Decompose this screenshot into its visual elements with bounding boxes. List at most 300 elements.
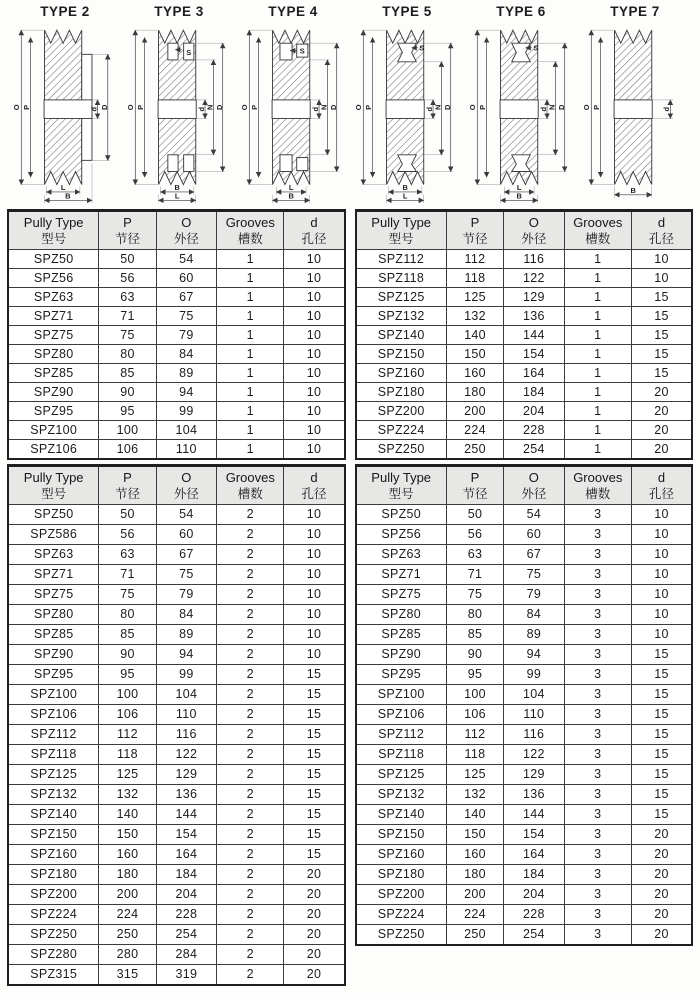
cell-grooves: 3 <box>564 805 631 825</box>
header-cell <box>284 211 345 250</box>
cell-grooves: 1 <box>564 345 631 364</box>
header-label-en: d <box>310 470 318 485</box>
cell-outer-diameter: 104 <box>156 421 217 440</box>
table-row <box>356 725 693 745</box>
cell-grooves: 1 <box>217 269 284 288</box>
header-label-zh: 节径 <box>462 232 488 246</box>
cell-bore-diameter: 20 <box>631 885 692 905</box>
cell-outer-diameter: 104 <box>156 685 217 705</box>
cell-grooves: 2 <box>217 905 284 925</box>
diagram-title: TYPE 4 <box>268 4 318 19</box>
cell-bore-diameter: 15 <box>631 645 692 665</box>
pulley-cross-section-drawing <box>581 19 689 205</box>
dim-label-s: S <box>186 47 192 57</box>
cell-outer-diameter: 54 <box>156 505 217 525</box>
cell-pulley-type: SPZ112 <box>356 725 447 745</box>
cell-pitch-diameter: 200 <box>446 885 503 905</box>
cell-grooves: 2 <box>217 845 284 865</box>
header-label-en: O <box>181 215 192 230</box>
cell-pulley-type: SPZ150 <box>356 345 447 364</box>
cell-outer-diameter: 129 <box>504 765 565 785</box>
cell-pitch-diameter: 50 <box>99 505 156 525</box>
cell-outer-diameter: 129 <box>504 288 565 307</box>
cell-outer-diameter: 60 <box>156 525 217 545</box>
spz-table-1groove-a <box>7 209 346 460</box>
cell-pulley-type: SPZ85 <box>8 625 99 645</box>
cell-pitch-diameter: 132 <box>446 307 503 326</box>
cell-bore-diameter: 20 <box>284 905 345 925</box>
dim-label-o: O <box>239 104 249 111</box>
header-cell <box>446 466 503 505</box>
tables-row-1-groove <box>7 209 693 460</box>
cell-pitch-diameter: 118 <box>446 745 503 765</box>
header-label-en: d <box>310 215 318 230</box>
header-label-en: P <box>470 470 480 485</box>
cell-outer-diameter: 79 <box>504 585 565 605</box>
cell-bore-diameter: 15 <box>631 288 692 307</box>
table-header <box>8 211 345 250</box>
cell-outer-diameter: 228 <box>504 421 565 440</box>
cell-outer-diameter: 54 <box>156 250 217 269</box>
header-label-zh: 外径 <box>521 487 547 501</box>
table-row <box>8 705 345 725</box>
table-row <box>8 745 345 765</box>
cell-grooves: 3 <box>564 545 631 565</box>
cell-bore-diameter: 20 <box>284 945 345 965</box>
cell-pitch-diameter: 80 <box>446 605 503 625</box>
dim-label-p: P <box>592 104 602 110</box>
cell-pitch-diameter: 95 <box>99 665 156 685</box>
table-row <box>8 402 345 421</box>
cell-outer-diameter: 116 <box>504 250 565 269</box>
cell-grooves: 1 <box>217 326 284 345</box>
cell-pulley-type: SPZ586 <box>8 525 99 545</box>
header-cell <box>504 211 565 250</box>
cell-pulley-type: SPZ50 <box>8 250 99 269</box>
cell-outer-diameter: 116 <box>156 725 217 745</box>
cell-bore-diameter: 10 <box>284 525 345 545</box>
cell-pulley-type: SPZ56 <box>8 269 99 288</box>
cell-grooves: 1 <box>564 269 631 288</box>
dim-label-d: d <box>661 106 671 112</box>
dim-label-l: L <box>174 191 180 201</box>
cell-pulley-type: SPZ106 <box>8 705 99 725</box>
table-row <box>356 307 693 326</box>
diagram-type-3 <box>123 4 235 205</box>
cell-bore-diameter: 20 <box>284 885 345 905</box>
cell-pulley-type: SPZ90 <box>8 645 99 665</box>
cell-pitch-diameter: 125 <box>446 288 503 307</box>
spec-table <box>355 464 694 946</box>
cell-pitch-diameter: 80 <box>99 605 156 625</box>
header-label-en: P <box>123 215 132 230</box>
cell-bore-diameter: 15 <box>284 765 345 785</box>
cell-pitch-diameter: 56 <box>99 525 156 545</box>
cell-grooves: 2 <box>217 645 284 665</box>
header-label-en: P <box>123 470 132 485</box>
cell-grooves: 1 <box>564 250 631 269</box>
dim-label-l: L <box>516 183 522 193</box>
cell-grooves: 2 <box>217 525 284 545</box>
cell-grooves: 1 <box>217 402 284 421</box>
dim-label-b: B <box>65 191 71 201</box>
cell-pitch-diameter: 100 <box>446 685 503 705</box>
cell-bore-diameter: 15 <box>284 785 345 805</box>
cell-outer-diameter: 204 <box>504 402 565 421</box>
header-label-zh: 型号 <box>388 487 414 501</box>
cell-pulley-type: SPZ56 <box>356 525 447 545</box>
cell-grooves: 2 <box>217 705 284 725</box>
cell-grooves: 3 <box>564 685 631 705</box>
diagram-title: TYPE 5 <box>382 4 432 19</box>
header-cell <box>631 211 692 250</box>
cell-pulley-type: SPZ118 <box>356 745 447 765</box>
cell-pitch-diameter: 118 <box>99 745 156 765</box>
dim-label-b: B <box>288 191 294 201</box>
cell-outer-diameter: 89 <box>504 625 565 645</box>
header-label-zh: 孔径 <box>301 487 327 501</box>
cell-pitch-diameter: 250 <box>446 925 503 946</box>
header-label-en: P <box>470 215 480 230</box>
cell-pitch-diameter: 200 <box>99 885 156 905</box>
cell-pitch-diameter: 150 <box>446 825 503 845</box>
cell-pitch-diameter: 90 <box>446 645 503 665</box>
cell-bore-diameter: 10 <box>284 440 345 460</box>
table-row <box>8 440 345 460</box>
cell-grooves: 2 <box>217 925 284 945</box>
cell-pitch-diameter: 50 <box>99 250 156 269</box>
dim-label-n: N <box>205 104 215 111</box>
cell-grooves: 1 <box>217 345 284 364</box>
dim-label-dd: D <box>442 104 452 111</box>
cell-grooves: 2 <box>217 945 284 965</box>
cell-outer-diameter: 99 <box>504 665 565 685</box>
cell-grooves: 3 <box>564 745 631 765</box>
pulley-cross-section-drawing <box>239 19 347 205</box>
cell-pulley-type: SPZ106 <box>8 440 99 460</box>
cell-pulley-type: SPZ250 <box>356 925 447 946</box>
table-row <box>8 845 345 865</box>
pulley-cross-section-drawing <box>125 19 233 205</box>
dim-label-n: N <box>319 104 329 111</box>
cell-outer-diameter: 129 <box>156 765 217 785</box>
header-label-zh: 节径 <box>114 487 140 501</box>
spz-table-3groove <box>355 464 694 946</box>
cell-pitch-diameter: 106 <box>99 705 156 725</box>
diagram-title: TYPE 2 <box>40 4 90 19</box>
table-body <box>8 250 345 460</box>
cell-pitch-diameter: 85 <box>446 625 503 645</box>
header-label-en: Pully Type <box>23 215 84 230</box>
cell-pitch-diameter: 140 <box>99 805 156 825</box>
cell-bore-diameter: 20 <box>631 905 692 925</box>
cell-pitch-diameter: 112 <box>446 250 503 269</box>
cell-bore-diameter: 10 <box>284 605 345 625</box>
spec-table <box>355 209 694 460</box>
cell-pulley-type: SPZ100 <box>8 421 99 440</box>
table-row <box>356 421 693 440</box>
table-row <box>356 585 693 605</box>
cell-pitch-diameter: 106 <box>446 705 503 725</box>
table-row <box>8 364 345 383</box>
dim-label-dd: D <box>99 104 109 111</box>
cell-bore-diameter: 15 <box>631 745 692 765</box>
cell-pulley-type: SPZ80 <box>8 345 99 364</box>
table-header <box>356 466 693 505</box>
cell-bore-diameter: 10 <box>631 505 692 525</box>
cell-grooves: 2 <box>217 505 284 525</box>
dim-label-p: P <box>250 104 260 110</box>
diagram-type-4 <box>237 4 349 205</box>
cell-pitch-diameter: 71 <box>99 565 156 585</box>
cell-pitch-diameter: 160 <box>446 364 503 383</box>
cell-pulley-type: SPZ112 <box>356 250 447 269</box>
cell-grooves: 2 <box>217 725 284 745</box>
cell-grooves: 3 <box>564 585 631 605</box>
cell-pulley-type: SPZ140 <box>356 805 447 825</box>
cell-bore-diameter: 15 <box>631 785 692 805</box>
cell-grooves: 2 <box>217 745 284 765</box>
cell-pitch-diameter: 140 <box>446 805 503 825</box>
table-row <box>8 505 345 525</box>
table-row <box>8 383 345 402</box>
spz-table-1groove-b <box>355 209 694 460</box>
cell-bore-diameter: 15 <box>284 845 345 865</box>
cell-pulley-type: SPZ100 <box>8 685 99 705</box>
cell-outer-diameter: 94 <box>156 383 217 402</box>
dim-label-l: L <box>402 191 408 201</box>
cell-outer-diameter: 84 <box>504 605 565 625</box>
cell-bore-diameter: 20 <box>631 440 692 460</box>
dim-label-d: d <box>425 106 435 112</box>
header-label-en: d <box>657 215 666 230</box>
header-cell <box>156 211 217 250</box>
cell-bore-diameter: 10 <box>631 250 692 269</box>
cell-pulley-type: SPZ224 <box>356 421 447 440</box>
table-row <box>356 525 693 545</box>
cell-grooves: 1 <box>564 326 631 345</box>
cell-bore-diameter: 10 <box>284 383 345 402</box>
cell-outer-diameter: 284 <box>156 945 217 965</box>
cell-pulley-type: SPZ160 <box>8 845 99 865</box>
cell-grooves: 3 <box>564 645 631 665</box>
cell-outer-diameter: 144 <box>504 326 565 345</box>
cell-grooves: 3 <box>564 845 631 865</box>
cell-outer-diameter: 228 <box>156 905 217 925</box>
dim-label-b: B <box>402 183 408 193</box>
dim-label-d: d <box>89 106 99 112</box>
cell-outer-diameter: 144 <box>504 805 565 825</box>
dim-label-o: O <box>581 104 591 111</box>
table-row <box>8 525 345 545</box>
dim-label-s: S <box>533 43 539 53</box>
table-row <box>356 785 693 805</box>
cell-pulley-type: SPZ180 <box>356 383 447 402</box>
table-row <box>356 665 693 685</box>
cell-pulley-type: SPZ125 <box>356 765 447 785</box>
cell-pulley-type: SPZ160 <box>356 845 447 865</box>
table-row <box>356 825 693 845</box>
table-row <box>8 625 345 645</box>
table-row <box>356 845 693 865</box>
dim-label-s: S <box>419 43 425 53</box>
table-row <box>356 625 693 645</box>
cell-pulley-type: SPZ112 <box>8 725 99 745</box>
cell-grooves: 2 <box>217 865 284 885</box>
cell-pulley-type: SPZ106 <box>356 705 447 725</box>
cell-grooves: 1 <box>217 421 284 440</box>
table-row <box>8 288 345 307</box>
cell-pitch-diameter: 200 <box>446 402 503 421</box>
dim-label-n: N <box>547 104 557 111</box>
pulley-cross-section-drawing <box>353 19 461 205</box>
dim-label-b: B <box>516 191 522 201</box>
cell-bore-diameter: 20 <box>631 402 692 421</box>
dim-label-b: B <box>174 183 180 193</box>
table-body <box>356 250 693 460</box>
cell-grooves: 2 <box>217 585 284 605</box>
cell-grooves: 1 <box>564 383 631 402</box>
cell-pulley-type: SPZ125 <box>356 288 447 307</box>
header-label-zh: 孔径 <box>648 487 674 501</box>
cell-grooves: 3 <box>564 765 631 785</box>
cell-bore-diameter: 20 <box>631 845 692 865</box>
cell-outer-diameter: 84 <box>156 345 217 364</box>
cell-outer-diameter: 110 <box>156 440 217 460</box>
cell-bore-diameter: 10 <box>284 307 345 326</box>
dim-label-dd: D <box>214 104 224 111</box>
cell-bore-diameter: 10 <box>631 625 692 645</box>
header-label-zh: 槽数 <box>237 487 263 501</box>
header-cell <box>284 466 345 505</box>
table-header <box>8 466 345 505</box>
cell-pitch-diameter: 56 <box>446 525 503 545</box>
table-row <box>8 805 345 825</box>
header-label-en: O <box>181 470 192 485</box>
cell-outer-diameter: 319 <box>156 965 217 986</box>
table-row <box>8 545 345 565</box>
cell-outer-diameter: 67 <box>156 288 217 307</box>
cell-grooves: 1 <box>564 402 631 421</box>
cell-pitch-diameter: 180 <box>99 865 156 885</box>
cell-pulley-type: SPZ75 <box>8 585 99 605</box>
diagram-title: TYPE 6 <box>496 4 546 19</box>
cell-bore-diameter: 15 <box>631 705 692 725</box>
table-row <box>8 326 345 345</box>
cell-pulley-type: SPZ85 <box>8 364 99 383</box>
cell-grooves: 3 <box>564 725 631 745</box>
cell-bore-diameter: 15 <box>284 805 345 825</box>
cell-bore-diameter: 15 <box>284 725 345 745</box>
table-row <box>8 307 345 326</box>
cell-bore-diameter: 15 <box>631 805 692 825</box>
cell-bore-diameter: 10 <box>284 326 345 345</box>
cell-bore-diameter: 15 <box>631 685 692 705</box>
cell-pulley-type: SPZ140 <box>8 805 99 825</box>
cell-grooves: 2 <box>217 545 284 565</box>
table-row <box>356 288 693 307</box>
cell-bore-diameter: 15 <box>284 685 345 705</box>
cell-outer-diameter: 164 <box>156 845 217 865</box>
cell-outer-diameter: 184 <box>156 865 217 885</box>
cell-outer-diameter: 60 <box>504 525 565 545</box>
header-cell <box>446 211 503 250</box>
cell-pitch-diameter: 63 <box>99 545 156 565</box>
dim-label-d: d <box>197 106 207 112</box>
cell-pulley-type: SPZ63 <box>8 288 99 307</box>
cell-outer-diameter: 75 <box>504 565 565 585</box>
cell-bore-diameter: 15 <box>631 725 692 745</box>
table-row <box>8 250 345 269</box>
dim-label-p: P <box>478 104 488 110</box>
dim-label-n: N <box>433 104 443 111</box>
table-row <box>356 505 693 525</box>
cell-pitch-diameter: 75 <box>446 585 503 605</box>
cell-bore-diameter: 20 <box>631 825 692 845</box>
cell-bore-diameter: 15 <box>631 765 692 785</box>
cell-pulley-type: SPZ118 <box>356 269 447 288</box>
cell-grooves: 3 <box>564 625 631 645</box>
cell-pitch-diameter: 85 <box>99 625 156 645</box>
cell-outer-diameter: 254 <box>156 925 217 945</box>
cell-pitch-diameter: 250 <box>446 440 503 460</box>
cell-bore-diameter: 10 <box>631 545 692 565</box>
cell-outer-diameter: 89 <box>156 625 217 645</box>
cell-outer-diameter: 204 <box>156 885 217 905</box>
cell-bore-diameter: 10 <box>284 364 345 383</box>
dim-label-p: P <box>136 104 146 110</box>
cell-pulley-type: SPZ95 <box>8 402 99 421</box>
cell-pulley-type: SPZ95 <box>356 665 447 685</box>
header-label-zh: 外径 <box>173 232 199 246</box>
table-row <box>356 865 693 885</box>
header-label-zh: 型号 <box>388 232 414 246</box>
cell-bore-diameter: 15 <box>284 705 345 725</box>
cell-outer-diameter: 84 <box>156 605 217 625</box>
cell-pulley-type: SPZ224 <box>356 905 447 925</box>
cell-pitch-diameter: 80 <box>99 345 156 364</box>
cell-grooves: 1 <box>564 288 631 307</box>
cell-pulley-type: SPZ180 <box>8 865 99 885</box>
dim-label-p: P <box>22 104 32 110</box>
cell-outer-diameter: 154 <box>504 825 565 845</box>
cell-pulley-type: SPZ75 <box>8 326 99 345</box>
header-label-zh: 外径 <box>173 487 199 501</box>
cell-pitch-diameter: 95 <box>446 665 503 685</box>
cell-bore-diameter: 10 <box>284 345 345 364</box>
cell-outer-diameter: 67 <box>504 545 565 565</box>
cell-outer-diameter: 67 <box>156 545 217 565</box>
table-row <box>8 645 345 665</box>
cell-pitch-diameter: 132 <box>99 785 156 805</box>
table-row <box>356 645 693 665</box>
cell-pulley-type: SPZ160 <box>356 364 447 383</box>
cell-bore-diameter: 10 <box>631 269 692 288</box>
cell-pulley-type: SPZ80 <box>356 605 447 625</box>
table-row <box>356 326 693 345</box>
table-row <box>8 685 345 705</box>
table-row <box>356 925 693 946</box>
cell-bore-diameter: 20 <box>284 965 345 986</box>
pulley-cross-section-drawing <box>11 19 119 205</box>
cell-pitch-diameter: 150 <box>99 825 156 845</box>
table-row <box>356 905 693 925</box>
cell-bore-diameter: 10 <box>284 565 345 585</box>
cell-pitch-diameter: 224 <box>446 905 503 925</box>
cell-pulley-type: SPZ75 <box>356 585 447 605</box>
cell-grooves: 3 <box>564 785 631 805</box>
cell-outer-diameter: 122 <box>504 745 565 765</box>
